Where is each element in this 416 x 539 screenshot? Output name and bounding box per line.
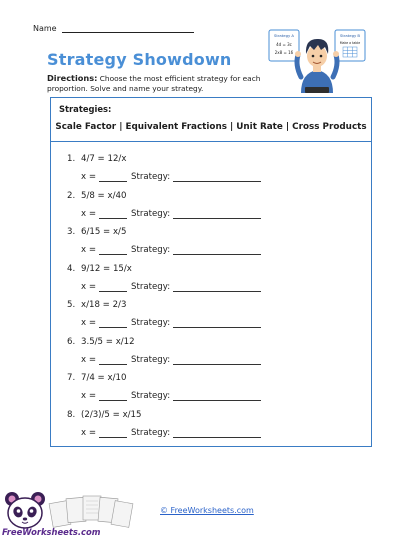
strategy-label: Strategy: bbox=[131, 172, 171, 182]
strategy-answer-blank[interactable] bbox=[173, 283, 261, 292]
student-figure bbox=[295, 39, 339, 93]
problem-equation: 7/4 = x/10 bbox=[81, 373, 127, 383]
strategies-label: Strategies: bbox=[59, 104, 112, 114]
problem-number: 3. bbox=[67, 227, 76, 237]
problem-item bbox=[61, 410, 361, 447]
problem-list bbox=[61, 154, 361, 446]
answer-row bbox=[81, 245, 261, 255]
problem-item bbox=[61, 264, 361, 301]
problem-number: 2. bbox=[67, 190, 76, 201]
strategy-answer-blank[interactable] bbox=[173, 246, 261, 255]
card-a-line2: 2x8 = 16 bbox=[274, 50, 294, 55]
strategy-answer-blank[interactable] bbox=[173, 173, 261, 182]
strategy-label: Strategy: bbox=[131, 391, 171, 401]
problem-number: 1. bbox=[67, 154, 76, 164]
problem-equation: 6/15 = x/5 bbox=[81, 227, 127, 237]
directions bbox=[47, 73, 262, 94]
strategies-header bbox=[51, 98, 371, 142]
x-label: x = bbox=[81, 391, 97, 401]
problem-equation: 3.5/5 = x/12 bbox=[81, 336, 135, 347]
answer-row bbox=[81, 355, 261, 365]
x-answer-blank[interactable] bbox=[99, 246, 127, 255]
answer-row bbox=[81, 209, 261, 219]
problem-item bbox=[61, 373, 361, 410]
answer-row bbox=[81, 318, 261, 328]
answer-row bbox=[81, 172, 261, 182]
strategy-label: Strategy: bbox=[131, 245, 171, 255]
name-label: Name bbox=[33, 24, 57, 33]
problem-item bbox=[61, 337, 361, 374]
strategy-a-card bbox=[269, 30, 299, 61]
student-illustration bbox=[265, 25, 370, 93]
problem-equation: x/18 = 2/3 bbox=[81, 300, 127, 310]
footer-link[interactable]: © FreeWorksheets.com bbox=[160, 506, 254, 515]
brand-name: FreeWorksheets.com bbox=[2, 527, 101, 537]
problem-item bbox=[61, 300, 361, 337]
strategy-answer-blank[interactable] bbox=[173, 356, 261, 365]
x-label: x = bbox=[81, 172, 97, 182]
name-field bbox=[33, 24, 194, 33]
strategies-list: Scale Factor | Equivalent Fractions | Unit Rate | Cross Products bbox=[55, 122, 367, 132]
directions-lead: Directions: bbox=[47, 73, 98, 83]
card-b-line1: Make a table bbox=[339, 41, 361, 45]
answer-row bbox=[81, 391, 261, 401]
problem-equation: (2/3)/5 = x/15 bbox=[81, 409, 142, 420]
x-answer-blank[interactable] bbox=[99, 429, 127, 438]
problem-number: 6. bbox=[67, 336, 76, 347]
problem-item bbox=[61, 227, 361, 264]
answer-row bbox=[81, 282, 261, 292]
x-answer-blank[interactable] bbox=[99, 173, 127, 182]
strategy-label: Strategy: bbox=[131, 427, 171, 438]
card-a-title: Strategy A bbox=[273, 33, 295, 38]
x-answer-blank[interactable] bbox=[99, 356, 127, 365]
x-answer-blank[interactable] bbox=[99, 392, 127, 401]
problem-item bbox=[61, 191, 361, 228]
problem-number: 8. bbox=[67, 409, 76, 420]
problem-equation: 4/7 = 12/x bbox=[81, 154, 127, 164]
card-b-title: Strategy B bbox=[339, 33, 361, 38]
x-label: x = bbox=[81, 354, 97, 365]
strategy-label: Strategy: bbox=[131, 208, 171, 219]
strategy-label: Strategy: bbox=[131, 318, 171, 328]
x-answer-blank[interactable] bbox=[99, 319, 127, 328]
x-answer-blank[interactable] bbox=[99, 283, 127, 292]
page-title: Strategy Showdown bbox=[47, 50, 232, 69]
card-a-line1: 4d = 3c bbox=[276, 42, 292, 47]
problem-equation: 9/12 = 15/x bbox=[81, 263, 132, 274]
problem-item bbox=[61, 154, 361, 191]
strategy-answer-blank[interactable] bbox=[173, 429, 261, 438]
x-label: x = bbox=[81, 281, 97, 292]
x-label: x = bbox=[81, 427, 97, 438]
strategy-panel bbox=[50, 97, 372, 447]
problem-number: 5. bbox=[67, 300, 76, 310]
directions-text: Choose the most efficient strategy for each proportion. Solve and name your strategy. bbox=[47, 74, 261, 93]
x-label: x = bbox=[81, 208, 97, 219]
worksheet-thumbnails-icon bbox=[47, 492, 135, 530]
strategy-label: Strategy: bbox=[131, 281, 171, 292]
problem-number: 4. bbox=[67, 263, 76, 274]
strategy-answer-blank[interactable] bbox=[173, 392, 261, 401]
problem-equation: 5/8 = x/40 bbox=[81, 190, 127, 201]
x-label: x = bbox=[81, 245, 97, 255]
answer-row bbox=[81, 428, 261, 438]
strategy-label: Strategy: bbox=[131, 354, 171, 365]
name-line[interactable] bbox=[62, 24, 194, 33]
problem-number: 7. bbox=[67, 373, 76, 383]
strategy-b-card bbox=[335, 30, 365, 61]
x-answer-blank[interactable] bbox=[99, 210, 127, 219]
strategy-answer-blank[interactable] bbox=[173, 210, 261, 219]
strategy-answer-blank[interactable] bbox=[173, 319, 261, 328]
x-label: x = bbox=[81, 318, 97, 328]
